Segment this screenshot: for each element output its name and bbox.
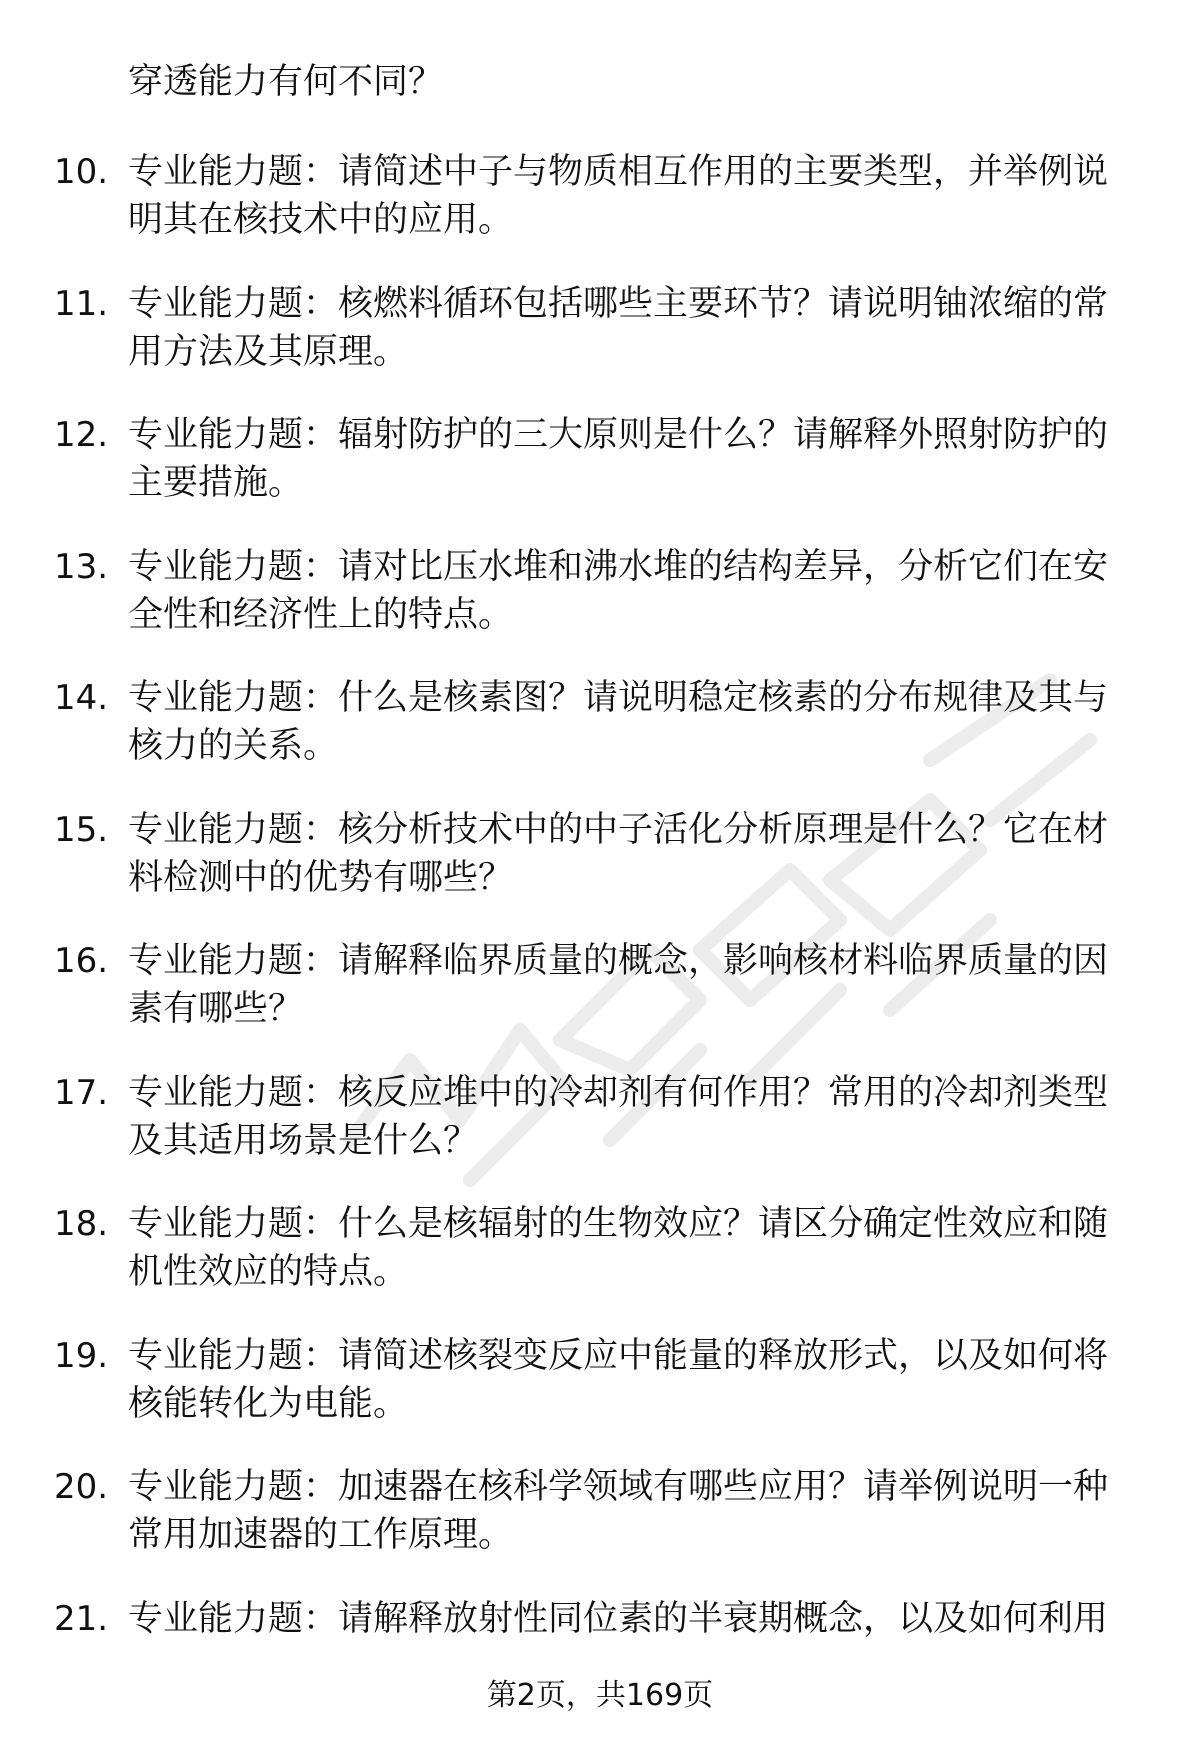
question-text-line: 专业能力题：请简述核裂变反应中能量的释放形式，以及如何将 (128, 1335, 1109, 1376)
question-text-line: 及其适用场景是什么？ (128, 1120, 479, 1161)
question-number: 14. (54, 678, 109, 718)
question-item (0, 674, 1200, 770)
question-item (0, 1332, 1200, 1428)
question-text (128, 411, 1138, 507)
question-text-line: 专业能力题：请解释临界质量的概念，影响核材料临界质量的因 (128, 941, 1109, 981)
question-number: 16. (54, 941, 109, 981)
question-text-line: 料检测中的优势有哪些？ (128, 857, 514, 898)
question-text (128, 806, 1138, 902)
question-text-line: 专业能力题：什么是核素图？请说明稳定核素的分布规律及其与 (128, 678, 1109, 718)
question-text-line: 明其在核技术中的应用。 (128, 200, 514, 240)
question-item (0, 1069, 1200, 1165)
question-text-line: 专业能力题：什么是核辐射的生物效应？请区分确定性效应和随 (128, 1204, 1109, 1244)
question-text-line: 核能转化为电能。 (128, 1383, 409, 1424)
question-text-line: 专业能力题：核分析技术中的中子活化分析原理是什么？它在材 (128, 809, 1109, 850)
question-text-line: 专业能力题：请对比压水堆和沸水堆的结构差异，分析它们在安 (128, 546, 1109, 587)
question-number: 20. (54, 1467, 109, 1507)
question-text-line: 专业能力题：核燃料循环包括哪些主要环节？请说明铀浓缩的常 (128, 283, 1109, 324)
question-text-line: 机性效应的特点。 (128, 1252, 409, 1292)
question-item (0, 806, 1200, 902)
question-text-line: 专业能力题：请解释放射性同位素的半衰期概念，以及如何利用 (128, 1598, 1109, 1639)
question-text-line: 专业能力题：请简述中子与物质相互作用的主要类型，并举例说 (128, 152, 1109, 192)
question-text-line: 专业能力题：加速器在核科学领域有哪些应用？请举例说明一种 (128, 1467, 1109, 1507)
question-number: 11. (54, 283, 109, 324)
question-item (0, 1463, 1200, 1559)
question-number: 18. (54, 1204, 109, 1244)
question-text (128, 280, 1138, 376)
question-item (0, 280, 1200, 376)
question-text-line: 素有哪些？ (128, 989, 304, 1029)
continuation-text: 穿透能力有何不同？ (128, 62, 444, 102)
question-item (0, 937, 1200, 1033)
question-text-line: 常用加速器的工作原理。 (128, 1515, 514, 1555)
question-text-line: 核力的关系。 (128, 726, 339, 766)
question-number: 19. (54, 1335, 109, 1376)
question-text (128, 674, 1138, 770)
question-text (128, 1332, 1138, 1428)
question-list (0, 148, 1200, 1726)
question-item (0, 411, 1200, 507)
question-text-line: 专业能力题：核反应堆中的冷却剂有何作用？常用的冷却剂类型 (128, 1072, 1109, 1113)
question-number: 12. (54, 415, 109, 455)
question-number: 21. (54, 1598, 109, 1639)
question-text (128, 937, 1138, 1033)
question-text-line: 全性和经济性上的特点。 (128, 594, 514, 635)
question-number: 13. (54, 546, 109, 587)
question-text (128, 1463, 1138, 1559)
question-number: 10. (54, 152, 109, 192)
question-text-line: 主要措施。 (128, 463, 304, 503)
question-text (128, 148, 1138, 244)
question-text-line: 专业能力题：辐射防护的三大原则是什么？请解释外照射防护的 (128, 415, 1109, 455)
page-footer: 第2页，共169页 (486, 1678, 714, 1713)
question-number: 15. (54, 809, 109, 850)
question-item (0, 148, 1200, 244)
question-text-line: 用方法及其原理。 (128, 331, 409, 372)
question-item (0, 1200, 1200, 1296)
question-number: 17. (54, 1072, 109, 1113)
question-text (128, 1069, 1138, 1165)
question-item (0, 543, 1200, 639)
question-text (128, 543, 1138, 639)
question-text (128, 1200, 1138, 1296)
